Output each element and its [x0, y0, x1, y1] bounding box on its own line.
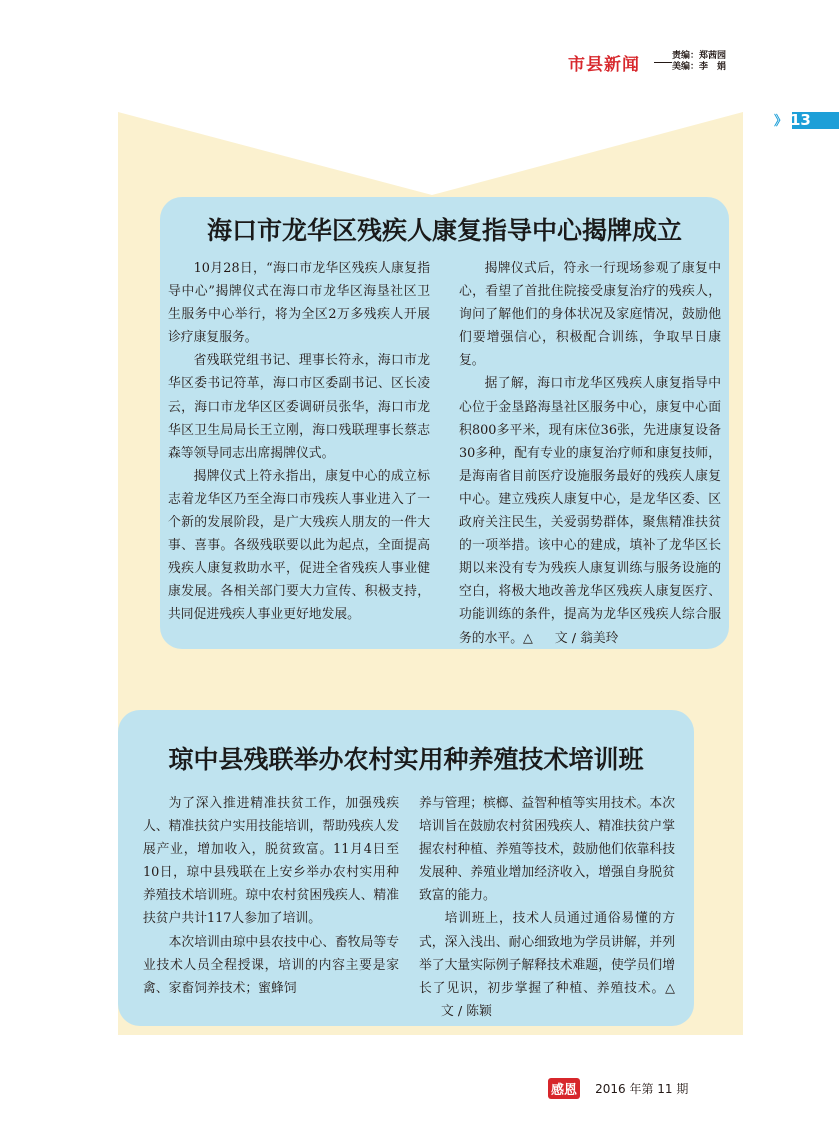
article-card-2 [118, 710, 694, 1026]
article-1-byline: 文 / 翁美玲 [554, 630, 619, 646]
article-1-right-column [459, 257, 721, 650]
article-1-title: 海口市龙华区残疾人康复指导中心揭牌成立 [206, 216, 682, 245]
paragraph: 揭牌仪式后，符永一行现场参观了康复中心，看望了首批住院接受康复治疗的残疾人，询问了解他们的身体状况及家庭情况，鼓励他们要增强信心，积极配合训练，争取早日康复。 [459, 261, 721, 369]
paragraph-text: 培训班上，技术人员通过通俗易懂的方式，深入浅出、耐心细致地为学员讲解，并列举了大量实际例子解释技术难题，使学员们增长了见识，初步掌握了种植、养殖技术。△ [419, 911, 675, 996]
paragraph-continued: 养与管理；槟榔、益智种植等实用技术。本次培训旨在鼓励农村贫困残疾人、精准扶贫户掌握农村种植、养殖等技术，鼓励他们依靠科技发展种、养殖业增加经济收入，增强自身脱贫致富的能力。 [419, 796, 675, 904]
page-footer [548, 1078, 688, 1098]
editor-line: 责编：郑茜园 [672, 51, 727, 61]
article-2-right-column [419, 792, 675, 1023]
paragraph: 省残联党组书记、理事长符永，海口市龙华区委书记符革，海口市区委副书记、区长凌云，海口市龙华区区委调研员张华，海口市龙华区卫生局局长王立刚，海口残联理事长蔡志森等领导同志出席揭牌仪式。 [168, 353, 430, 461]
paragraph: 10月28日，“海口市龙华区残疾人康复指导中心”揭牌仪式在海口市龙华区海垦社区卫生服务中心举行，将为全区2万多残疾人开展诊疗康复服务。 [168, 261, 430, 346]
section-name: 市县新闻 [568, 55, 640, 75]
paragraph: 为了深入推进精准扶贫工作，加强残疾人、精准扶贫户实用技能培训，帮助残疾人发展产业，增加收入，脱贫致富。11月4日至10日，琼中县残联在上安乡举办农村实用种养殖技术培训班。琼中农村贫困残疾人、精准扶贫户共计117人参加了培训。 [143, 796, 399, 927]
paragraph: 揭牌仪式上符永指出，康复中心的成立标志着龙华区乃至全海口市残疾人事业进入了一个新的发展阶段，是广大残疾人朋友的一件大事、喜事。各级残联要以此为起点，全面提高残疾人康复救助水平，促进全省残疾人事业健康发展。各相关部门要大力宣传、积极支持，共同促进残疾人事业更好地发展。 [168, 468, 430, 623]
page-header [560, 48, 790, 88]
paragraph [459, 372, 721, 649]
paragraph: 本次培训由琼中县农技中心、畜牧局等专业技术人员全程授课，培训的内容主要是家禽、家畜饲养技术；蜜蜂饲 [143, 934, 399, 996]
article-2-title: 琼中县残联举办农村实用种养殖技术培训班 [168, 745, 644, 774]
page-arrow-icon: 》 [774, 114, 788, 129]
paragraph [419, 907, 675, 1022]
article-card-1 [160, 197, 729, 649]
paragraph-text: 据了解，海口市龙华区残疾人康复指导中心位于金垦路海垦社区服务中心，康复中心面积800多平米，现有床位36张，先进康复设备30多种，配有专业的康复治疗师和康复技师，是海南省目前医疗设施服务最好的残疾人康复中心。建立残疾人康复中心，是龙华区委、区政府关注民生，关爱弱势群体，聚焦精准扶贫的一项举措。该中心的建成，填补了龙华区长期以来没有专为残疾人康复训练与服务设施的空白，将极大地改善龙华区残疾人康复医疗、功能训练的条件，提高为龙华区残疾人综合服务的水平。△ [459, 376, 721, 646]
editor-credits [672, 51, 726, 73]
article-1-left-column [168, 257, 430, 627]
designer-line: 美编：李 娟 [672, 62, 727, 72]
header-divider [654, 62, 672, 63]
magazine-logo: 感恩 [548, 1078, 580, 1099]
issue-label: 2016 年第 11 期 [595, 1082, 689, 1096]
article-2-byline: 文 / 陈颖 [441, 1003, 492, 1019]
article-2-left-column [143, 792, 399, 1000]
page-number: 13 [790, 111, 811, 129]
